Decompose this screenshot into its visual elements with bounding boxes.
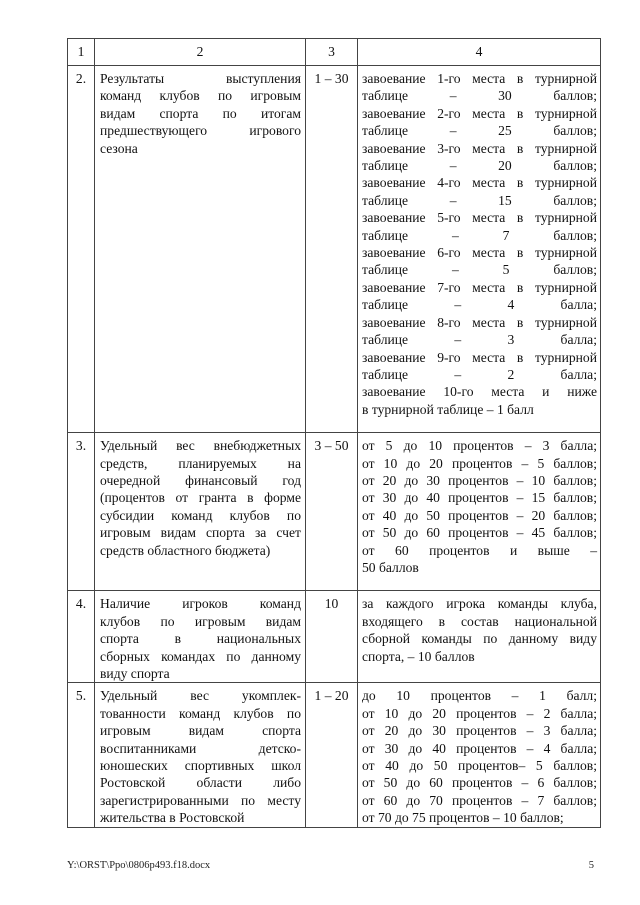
description-line: от 30 до 40 процентов – 4 балла;	[362, 740, 597, 756]
description-line: завоевание 4-го места в турнирной	[362, 175, 597, 191]
criterion-line: сезона	[100, 140, 138, 156]
description-line: от 10 до 20 процентов – 5 баллов;	[362, 455, 597, 471]
description-line: от 10 до 20 процентов – 2 балла;	[362, 705, 597, 721]
description-line: от 50 до 60 процентов – 45 баллов;	[362, 525, 597, 541]
criterion-cell	[95, 591, 306, 683]
criterion-line: видам спорта по итогам	[100, 105, 301, 121]
criterion-line: зарегистрированными по месту	[100, 792, 301, 808]
description-line: таблице – 30 баллов;	[362, 88, 597, 104]
description-cell	[358, 683, 601, 827]
description-line: завоевание 5-го места в турнирной	[362, 210, 597, 226]
criterion-line: игровым видам спорта	[100, 723, 301, 739]
criterion-line: очередной финансовый год	[100, 472, 301, 488]
criterion-line: тованности команд клубов по	[100, 705, 301, 721]
criterion-line: субсидии команд клубов по	[100, 507, 301, 523]
criterion-line: Результаты выступления	[100, 71, 301, 86]
criterion-line: виду спорта	[100, 666, 170, 681]
description-line: от 40 до 50 процентов – 20 баллов;	[362, 507, 597, 523]
description-line: таблице – 5 баллов;	[362, 262, 597, 278]
criterion-line: жительства в Ростовской	[100, 810, 245, 826]
description-line: до 10 процентов – 1 балл;	[362, 688, 597, 704]
points-cell: 3 – 50	[306, 433, 358, 591]
criterion-line: игровым видам спорта за счет	[100, 525, 301, 541]
description-line: таблице – 25 баллов;	[362, 123, 597, 139]
row-number: 2.	[68, 66, 95, 433]
description-cell	[358, 433, 601, 591]
row-number: 3.	[68, 433, 95, 591]
criterion-line: средств областного бюджета)	[100, 542, 271, 558]
points-cell: 1 – 30	[306, 66, 358, 433]
criterion-line: средств, планируемых на	[100, 455, 301, 471]
criterion-line: команд клубов по игровым	[100, 88, 301, 104]
table-row	[68, 591, 601, 683]
description-line: в турнирной таблице – 1 балл	[362, 401, 534, 417]
description-line: от 30 до 40 процентов – 15 баллов;	[362, 490, 597, 506]
points-cell: 1 – 20	[306, 683, 358, 827]
header-cell: 2	[95, 39, 306, 66]
description-line: таблице – 15 баллов;	[362, 192, 597, 208]
criterion-cell	[95, 433, 306, 591]
description-line: завоевание 9-го места в турнирной	[362, 349, 597, 365]
description-cell	[358, 591, 601, 683]
description-line: за каждого игрока команды клуба,	[362, 596, 597, 612]
description-line: завоевание 7-го места в турнирной	[362, 279, 597, 295]
description-line: от 60 до 70 процентов – 7 баллов;	[362, 792, 597, 808]
description-line: от 20 до 30 процентов – 3 балла;	[362, 723, 597, 739]
description-line: от 70 до 75 процентов – 10 баллов;	[362, 810, 564, 826]
description-line: таблице – 7 баллов;	[362, 227, 597, 243]
description-line: завоевание 1-го места в турнирной	[362, 71, 597, 86]
description-line: спорта, – 10 баллов	[362, 648, 475, 664]
criteria-table	[67, 38, 601, 828]
description-line: от 40 до 50 процентов– 5 баллов;	[362, 758, 597, 774]
description-line: от 20 до 30 процентов – 10 баллов;	[362, 472, 597, 488]
criterion-line: спорта в национальных	[100, 631, 301, 647]
table-header-row	[68, 39, 601, 66]
criterion-line: Ростовской области либо	[100, 775, 301, 791]
points-cell: 10	[306, 591, 358, 683]
row-number: 4.	[68, 591, 95, 683]
table-row	[68, 433, 601, 591]
description-line: таблице – 4 балла;	[362, 297, 597, 313]
criterion-line: воспитанниками детско-	[100, 740, 301, 756]
description-line: таблице – 3 балла;	[362, 332, 597, 348]
criterion-line: (процентов от гранта в форме	[100, 490, 301, 506]
description-line: завоевание 6-го места в турнирной	[362, 245, 597, 261]
description-line: завоевание 3-го места в турнирной	[362, 140, 597, 156]
description-line: от 60 процентов и выше –	[362, 542, 597, 558]
criterion-line: клубов по игровым видам	[100, 613, 301, 629]
header-cell: 3	[306, 39, 358, 66]
header-cell: 1	[68, 39, 95, 66]
description-line: таблице – 20 баллов;	[362, 158, 597, 174]
description-line: завоевание 8-го места в турнирной	[362, 314, 597, 330]
criterion-line: Наличие игроков команд	[100, 596, 301, 612]
criterion-line: предшествующего игрового	[100, 123, 301, 139]
description-line: 50 баллов	[362, 559, 419, 575]
description-line: от 50 до 60 процентов – 6 баллов;	[362, 775, 597, 791]
header-cell: 4	[358, 39, 601, 66]
table-row	[68, 683, 601, 827]
description-line: от 5 до 10 процентов – 3 балла;	[362, 438, 597, 454]
criterion-cell	[95, 66, 306, 433]
criterion-line: Удельный вес укомплек-	[100, 688, 301, 704]
row-number: 5.	[68, 683, 95, 827]
footer-file-path: Y:\ORST\Ppo\0806p493.f18.docx	[67, 860, 211, 871]
description-line: входящего в состав национальной	[362, 613, 597, 629]
description-line: таблице – 2 балла;	[362, 366, 597, 382]
criterion-line: сборных командах по данному	[100, 648, 301, 664]
description-line: завоевание 10-го места и ниже	[362, 384, 597, 400]
description-line: сборной команды по данному виду	[362, 631, 597, 647]
criterion-line: юношеских спортивных школ	[100, 758, 301, 774]
table-row	[68, 66, 601, 433]
page-number: 5	[588, 860, 594, 871]
description-line: завоевание 2-го места в турнирной	[362, 105, 597, 121]
criterion-cell	[95, 683, 306, 827]
description-cell	[358, 66, 601, 433]
criterion-line: Удельный вес внебюджетных	[100, 438, 301, 454]
